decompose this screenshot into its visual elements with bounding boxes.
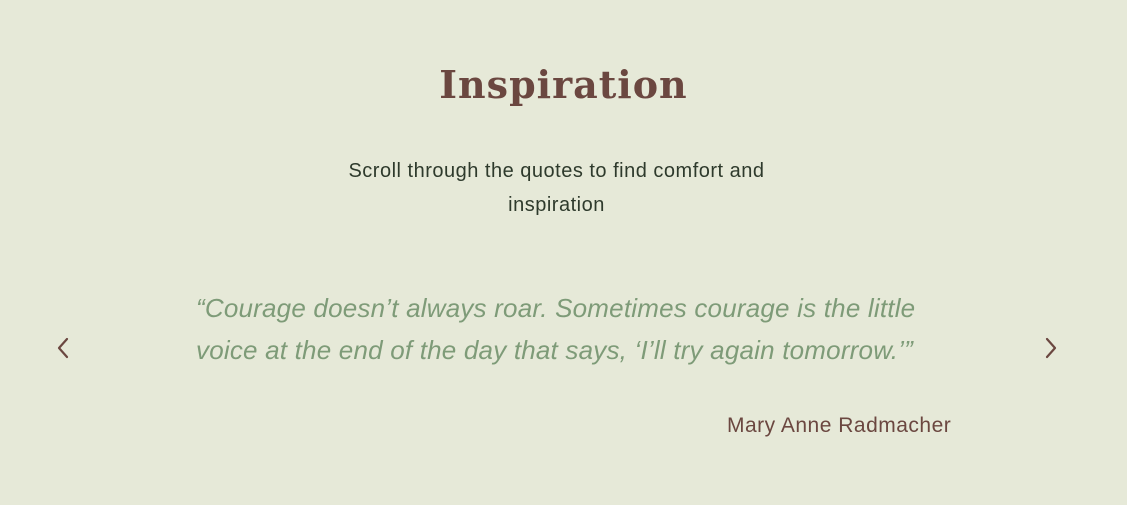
quote-author: Mary Anne Radmacher xyxy=(727,414,952,437)
carousel-next-button[interactable] xyxy=(1034,331,1068,365)
quote-text: “Courage doesn’t always roar. Sometimes courage is the little voice at the end of the day that says, ‘I’ll try again tomorrow.’” xyxy=(196,293,916,365)
carousel-prev-button[interactable] xyxy=(46,331,80,365)
chevron-left-icon xyxy=(56,336,70,360)
section-title: Inspiration xyxy=(439,62,688,107)
chevron-right-icon xyxy=(1044,336,1058,360)
section-subtitle: Scroll through the quotes to find comfort and inspiration xyxy=(348,160,765,216)
